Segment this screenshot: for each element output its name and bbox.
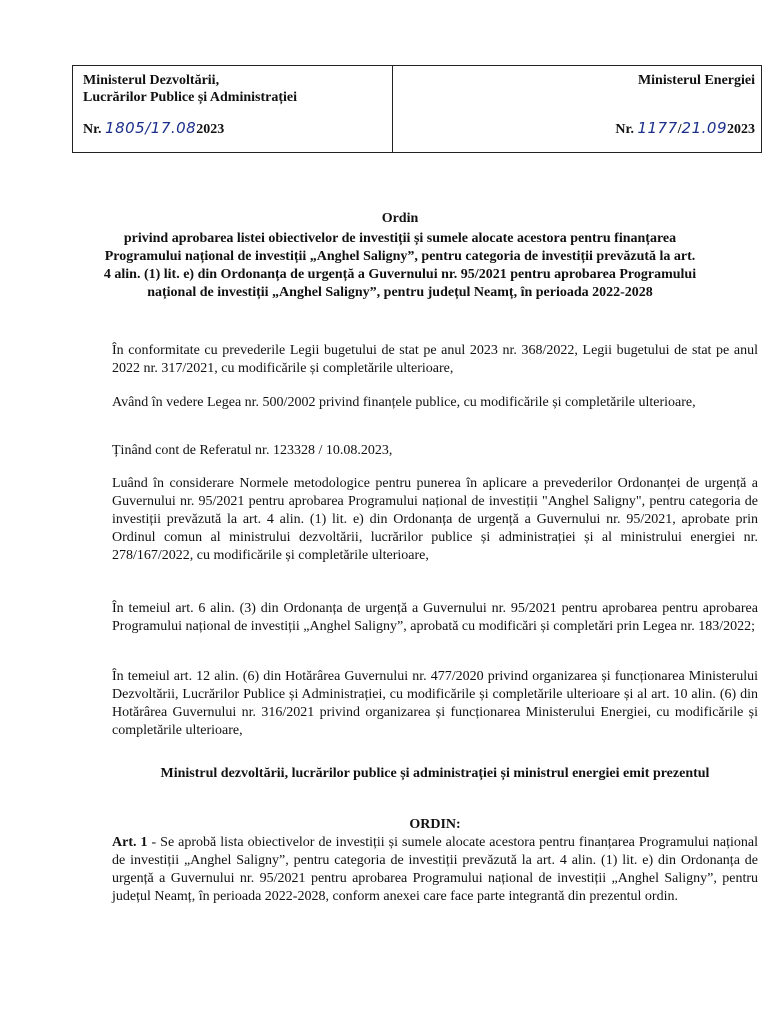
header-left-cell (73, 66, 393, 152)
right-ministry: Ministerul Energiei (637, 73, 755, 88)
title-ordin: Ordin (381, 211, 419, 226)
left-nr-handwritten: 1805/17.08 (105, 119, 197, 137)
paragraph-art12: În temeiul art. 12 alin. (6) din Hotărârea Guvernului nr. 477/2020 privind organizarea și funcționarea Ministerului Dezvoltării, Lucrărilor Publice și Administrației, cu modificările și completările ulterioare și al art. 10 alin. (6) din Hotărârea Guvernului nr. 316/2021 privind organizarea și funcționarea Ministerului Energiei, cu modificările și completările ulterioare, (112, 669, 758, 738)
left-registration-number (83, 119, 224, 138)
right-nr-sep: / (677, 122, 682, 137)
left-ministry-line1: Ministerul Dezvoltării, (83, 73, 220, 88)
left-ministry-line2: Lucrărilor Publice și Administrației (83, 90, 298, 105)
left-nr-year: 2023 (196, 122, 225, 137)
header-right-cell (393, 66, 761, 152)
right-nr-handwritten-num: 1177 (637, 119, 678, 137)
ordin-heading: ORDIN: (409, 817, 461, 832)
paragraph-legal-basis-budget: În conformitate cu prevederile Legii bugetului de stat pe anul 2023 nr. 368/2022, Legii bugetului de stat pe anul 2022 nr. 317/2021, cu modificările și completările ulterioare, (112, 343, 758, 376)
article-1 (112, 834, 758, 906)
emit-statement: Ministrul dezvoltării, lucrărilor publice și administrației și ministrul energiei emit prezentul (160, 766, 710, 781)
right-registration-number (615, 119, 755, 138)
left-nr-prefix: Nr. (83, 122, 102, 137)
right-nr-handwritten-date: 21.09 (681, 119, 727, 137)
article-1-text: - Se aprobă lista obiectivelor de investiții și sumele alocate acestora pentru finanțarea Programului național de investiții „Anghel Saligny”, pentru categoria de investiții prevăzută la art. 4 alin. (1) lit. e) din Ordonanța de urgență a Guvernului nr. 95/2021 pentru aprobarea Programului național de investiții „Anghel Saligny”, pentru județul Neamț, în perioada 2022-2028, conform anexei care face parte integrantă din prezentul ordin. (112, 835, 758, 904)
order-title (100, 210, 700, 302)
paragraph-methodological-norms: Luând în considerare Normele metodologice pentru punerea în aplicare a prevederilor Ordonanței de urgență a Guvernului nr. 95/2021 pentru aprobarea Programului național de investiții "Anghel Saligny", pentru categoria de investiții prevăzută la art. 4 alin. (1) lit. e) din Ordonanța de urgență a Guvernului nr. 95/2021, aprobate prin Ordinul comun al ministrului dezvoltării, lucrărilor publice și administrației și al ministrului energiei nr. 278/167/2022, cu modificările și completările ulterioare, (112, 476, 758, 563)
title-subject: privind aprobarea listei obiectivelor de investiții și sumele alocate acestora pentru finanțarea Programului național de investiții „Anghel Saligny”, pentru categoria de investiții prevăzută la art. 4 alin. (1) lit. e) din Ordonanța de urgență a Guvernului nr. 95/2021 pentru aprobarea Programului național de investiții „Anghel Saligny”, pentru județul Neamț, în perioada 2022-2028 (103, 231, 697, 300)
right-nr-prefix: Nr. (615, 122, 634, 137)
article-1-label: Art. 1 (112, 835, 148, 850)
paragraph-art6: În temeiul art. 6 alin. (3) din Ordonanța de urgență a Guvernului nr. 95/2021 pentru aprobarea pentru aprobarea Programului național de investiții „Anghel Saligny”, aprobată cu modificări și completări prin Legea nr. 183/2022; (112, 601, 758, 634)
paragraph-public-finance-law: Având în vedere Legea nr. 500/2002 privind finanțele publice, cu modificările și completările ulterioare, (112, 395, 696, 410)
header-table (72, 65, 762, 153)
paragraph-referat: Ținând cont de Referatul nr. 123328 / 10.08.2023, (112, 443, 393, 458)
right-nr-year: 2023 (727, 122, 755, 137)
